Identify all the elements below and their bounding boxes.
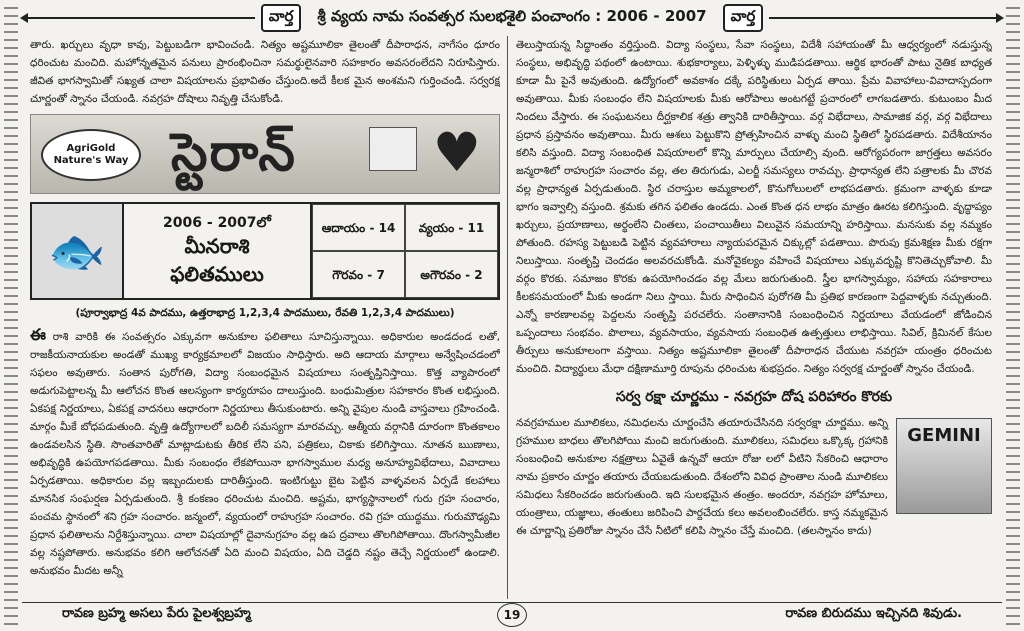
heart-icon: ♥ <box>432 121 481 184</box>
right-border-ornament <box>1006 6 1020 625</box>
footer-fact-right: రావణ బిరుదము ఇచ్చినది శివుడు. <box>785 606 962 621</box>
continued-prediction-paragraph: తెలుస్తాయన్న సిద్ధాంతం వర్తిస్తుంది. విద్యా సంస్థలు, సేవా సంస్థలు, విదేశీ సహాయంతో మీ ఆధ్వర్యంలో నడుస్తున్న సంస్థలు, అభివృద్ధి పథంలో ఉంటాయి. శుభకార్యాలు, పెళ్ళిళ్ళు ముడిపడతాయి. ఆర్థిక భారంతో పాటు నైతిక బాధ్యత కూడా మీ పైనే అవుతుంది. ఉద్యోగంలో అవకాశం దక్కే పరిస్థితులు ఏర్పడ తాయి. ప్రేమ వివాహాలు-వివాదాస్పదంగా అవుతాయి. మీకు సంబంధం లేని విషయాలకు మీకు ఆరోపాలు అంటగట్టే ప్రచారంలో లాగబడతారు. కుటుంబం మీద నిందలు వేస్తారు. ఈ సంఘటనలు దీర్ఘకాలిక శత్రు త్వానికి దారితీస్తాయి. వర్గ విభేదాలు, సామాజిక వర్గ, వర్గ విభేదాలు ప్రధాన ప్రస్తావనం అవుతాయి. మీరు ఆశలు పెట్టుకొని ప్రోత్సహించిన వాళ్ళు మంచి స్థితిలో స్థిరపడతారు. విదేశీయానం కలిసి వస్తుంది. విద్యా సంబంధిత విషయాలలో కొన్ని మార్పులు చేయాల్సి వుంది. ఆరోగ్యపరంగా జాగ్రత్తలు అవసరం జన్మరాశిలో రాహుగ్రహ సంచారం వల్ల, తల తిరుగుడు, ఎలర్జీ సమస్యలు రావచ్చు. ప్రాధాన్యత లేని పత్రాలకు మీ చొరవ వల్ల ప్రాధాన్యత ఏర్పడుతుంది. స్థిర చరాస్తుల అమ్మకాలలో, కొనుగోలులలో లాభపడతారు. క్రమంగా వాళ్ళకు కూడా భాగం ఇవ్వాల్సి వస్తుంది. శ్రమకు తగిన ఫలితం ఉండదు. ఎంత కొంత ధన లాభం మాత్రం ఊరట కలిగిస్తుంది. వృద్ధాప్యం ఖర్చులు, ప్రయాణాలు, అర్థంలేని చింతలు, పంచాయితీలు విలువైన సమయాన్ని హరిస్తాయి. మనసుకు వల్ల నమ్మకం పోతుంది. రహస్య పెట్టుబడి పెట్టిన వ్యవహారాలు న్యాయపరమైన చిక్కుల్లో పడతాయి. పొరుపు క్రమశిక్షణ మీకు రక్షగా నిలుస్తాయి. సంతృప్తి చెందడం అలవరచుకోండి. మనోవైకల్యం వహించే విషయాలు ఎక్కువదృష్టి కొనితెచ్చుకోవాలి. మీ వర్గం కొరకు. సమాజం కొరకు ఉపయోగించడం వల్ల మేలు జరుగుతుంది. స్త్రీల భాగస్వామ్యం, సహాయ సహకారాలు కీలకసమయంలో మీకు అండగా నిలు స్తాయి. మీరు సాధించిన పురోగతి మీ ప్రతిభ కారణంగా పెద్దవాళ్ళకు నచ్చుతుంది. ఎన్నో కారణాలవల్ల పెద్దలను సంతృప్తి పరచలేరు. సంతానానికి సంబంధించిన నిర్ణయాలు వేయడంలో జోడించిన ఒప్పందాలు సంభవం. పొలాలు, వ్యవసాయం, వ్యవసాయ సంబంధిత ఉత్పత్తులు లాభిస్తాయి. సివిల్, క్రిమినల్ కేసుల తీర్పులు అనుకూలంగా వస్తాయి. నిత్యం అష్టమూలికా తైలంతో దీపారాధన చేయుట నవగ్రహ యంత్రం ధరించుట మంచిది. విద్యార్థులు మేధా దక్షిణామూర్తి రూపును ధరించుట శుభప్రదం. నిత్యం సర్వరక్ష చూర్ణంతో స్నానం చేయండి. <box>516 39 992 375</box>
rasi-stats-grid <box>312 204 498 298</box>
rasi-year: 2006 - 2007లో <box>163 215 271 231</box>
stat-honour: గౌరవం - 7 <box>312 251 405 298</box>
sarva-raksha-heading: సర్వ రక్షా చూర్ణము - నవగ్రహ దోష పరిహారం కొరకు <box>615 389 893 405</box>
advertisement-banner <box>30 114 500 194</box>
brand-tagline: Nature's Way <box>53 155 129 166</box>
right-column <box>516 36 992 599</box>
page-header <box>22 4 1002 32</box>
header-rule-left <box>22 17 255 19</box>
agrigold-logo <box>41 129 141 181</box>
page-footer <box>22 602 1002 627</box>
sarva-raksha-paragraph: నవగ్రహముల మూలికలు, నమిధలను చూర్ణంచేసి తయారుచేసినది సర్వరక్షా చూర్ణము. అన్ని గ్రహముల బాధలు తొలగిపోయి మంచి జరుగుతుంది. మూలికలు, సమిధలు ఒక్కొక్క గ్రహానికి సంబంధించి అనుకూల నక్షత్రాలు ఏవైతే ఉన్నవో ఆయా రోజు లలో వీటిని సేకరించి ఆధారాం నామ ప్రకారం చూర్ణం తయారు చేయబడుతుంది. దేశంలోని వివిధ ప్రాంతాల నుండి మూలికలు సమిధలు సేకరించడం జరుగుతుంది. ఇది సులభమైన తంత్రం. అందరూ, నవగ్రహ హోమాలు, యంత్రాలు, యజ్ఞాలు, తంతులు జరిపించి పార్దచేయ కలు అవలంబించలేరు. కాస్త నమ్మకమైన ఈ చూర్ణాన్ని ప్రతిరోజు స్నానం చేసే నీటిలో కలిపి స్నానం చేస్తే మంచిది. (తలస్నానం కాదు) <box>516 417 888 537</box>
brand-name: AgriGold <box>66 143 116 154</box>
stat-dishonour: అగౌరవం - 2 <box>405 251 498 298</box>
fish-icon: 🐟 <box>32 204 124 298</box>
left-border-ornament <box>4 6 18 625</box>
column-divider <box>507 36 508 599</box>
rasi-title-block <box>124 204 312 298</box>
page-title: శ్రీ వ్యయ నామ సంవత్సర సులభశైలి పంచాంగం : 2006 - 2007 <box>317 7 707 25</box>
nakshatra-padamulu: (పూర్వాభాద్ర 4వ పాదము, ఉత్తరాభాద్ర 1,2,3,4 పాదములు, రేవతి 1,2,3,4 పాదములు) <box>75 307 455 319</box>
rasi-name: మీనరాశి <box>184 234 250 258</box>
rasi-prediction-paragraph <box>30 326 500 580</box>
header-rule-right <box>769 17 1002 19</box>
product-box-image <box>369 127 417 171</box>
left-column <box>30 36 500 599</box>
gemini-product-image: GEMINI <box>896 418 992 514</box>
ad-product-name: స్టెరాన్ <box>171 123 297 183</box>
intro-paragraph: తారు. ఖర్చులు వృధా కావు, పెట్టుబడిగా భావించండి. నిత్యం అష్టమూలికా తైలంతో దీపారాధన, నాగేసం ధూరం ధరించుట మంచిది. మహోన్నతమైన పనులు ప్రారంభించినా సమర్థులైనవారి సహకారం అవసరంలేదని నిరూపిస్తారు. జీవిత భాగస్వామితో సఖ్యత చాలా విషయాలను ప్రభావితం చేస్తుంది.అదే కీలక మైన అంశమని గుర్తించండి. సర్వరక్ష చూర్ణంతో స్నానం చేయండి. నవగ్రహ దోషాలు నివృత్తి చేసుకోండి. <box>30 39 500 105</box>
vaartha-logo-left: వార్త <box>261 4 302 32</box>
stat-income: ఆదాయం - 14 <box>312 204 405 251</box>
stat-expense: వ్యయం - 11 <box>405 204 498 251</box>
rasi-subtitle: ఫలితములు <box>170 262 264 286</box>
vaartha-logo-right: వార్త <box>723 4 764 32</box>
footer-fact-left: రావణ బ్రహ్మ అసలు పేరు పైలశ్వబ్రహ్మ <box>62 606 251 621</box>
drop-cap: ఈ <box>30 325 46 344</box>
rasi-header-box <box>30 202 500 300</box>
page-number: 19 <box>497 603 527 627</box>
prediction-text: రాశి వారికి ఈ సంవత్సరం ఎక్కువగా అనుకూల ఫలితాలు సూచిస్తున్నాయి. అధికారుల అండదండ లతో, రాజకీయనాయకుల అండతో ముఖ్య కార్యక్రమాలలో విజయం సాధిస్తారు. అది ఆదాయ మార్గాలు అన్వేషించడంలో సఫలం అవుతారు. సంతాన పురోగతి, విద్యా సంబంధమైన విషయాలు సంతృప్తినిస్తాయి. కొత్త వ్యాపారంలో అడుగుపెట్టాలన్న మీ ఆలోచన కొంత ఆలస్యంగా కార్యరూపం దాలుస్తుంది. బంధుమిత్రుల సహకారం కొంత లభిస్తుంది. ఏకపక్ష నిర్ణయాలు, ఏకపక్ష వాదనలు ఆధారంగా నిర్ణయాలు తీసుకుంటారు. అన్ని వైపుల నుండి వాస్తవాలు గ్రహించండి. మార్గం మీకే బోధపడుతుంది. వృత్తి ఉద్యోగాలలో బదిలీ సమస్యగా మారవచ్చు. ఆత్మీయ వర్గానికి దూరంగా కొంతకాలం ఉండవలసిన స్థితి. సొంతవారితో మాట్లాడుటకు తీరిక లేని పని, పత్రికలు, చికాకు కలిగిస్తాయి. నూతన ఋణాలు, అభివృద్ధికి ఉపయోగపడతాయి. మీకు సంబంధం లేకపోయినా భాగస్వాముల మధ్య అనూహ్యవిభేదాలు, వివాదాలు ఏర్పడతాయి. అధికారుల వల్ల ఇబ్బందులకు దారితీస్తుంది. ఇంటిగుట్టు బైట పెట్టిన వాళ్ళవలన ఏర్పడే కలహాలు మానసిక సంఘర్షణ ఏర్పడుతుంది. శ్రీ కంకణం ధరించుట మంచిది. అష్టమ, భాగ్యస్థానాలలో గురు గ్రహ సంచారం, పంచమ స్థానంలో శని గ్రహ సంచారం. జన్మంలో, వ్యయంలో రాహుగ్రహ సంచారం. రవి గ్రహ యుద్ధము. గురుమౌఢ్యమి ప్రధాన ఫలితాలను నిర్దేశిస్తున్నాయి. చాలా విషయాల్లో దైవానుగ్రహం వల్ల ఉప ద్రవాలు తొలగిపోతాయి. దొంగస్వామీజీల వల్ల నష్టపోతారు. అనుభవం కలిగి ఆలోచనతో ఏది మంచి విషయం, ఏది చెడ్డది నష్టం తెచ్చే నిర్ణయంలో ఉండాలి. అనుభవం మీదట అన్నీ <box>30 331 500 577</box>
